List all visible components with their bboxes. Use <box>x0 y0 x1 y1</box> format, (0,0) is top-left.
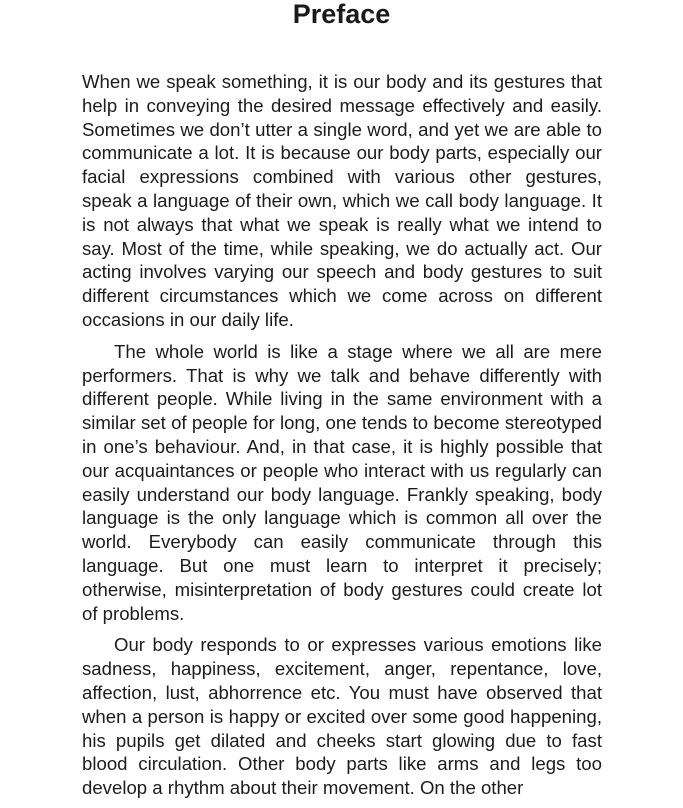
page-title: Preface <box>292 0 391 29</box>
paragraph-1: When we speak something, it is our body and its gestures that help in conveying the desired message effectively and easily. Sometimes we don’t utter a single word, and yet we are able to communicate a lot. It is because our body parts, especially our facial expressions combined with various other gestures, speak a language of their own, which we call body language. It is not always that what we speak is really what we intend to say. Most of the time, while speaking, we do actually act. Our acting involves varying our speech and body gestures to suit different circumstances which we come across on different occasions in our daily life. <box>82 71 602 330</box>
paragraph-2: The whole world is like a stage where we all are mere performers. That is why we talk and behave differently with different people. While living in the same environment with a similar set of people for long, one tends to become stereotyped in one’s behaviour. And, in that case, it is highly possible that our acquaintances or people who interact with us regularly can easily understand our body language. Frankly speaking, body language is the only language which is common all over the world. Everybody can easily communicate through this language. But one must learn to interpret it precisely; otherwise, misinterpretation of body gestures could create lot of problems. <box>82 340 602 624</box>
preface-body <box>82 70 602 808</box>
paragraph-3: Our body responds to or expresses various emotions like sadness, happiness, excitement, anger, repentance, love, affection, lust, abhorrence etc. You must have observed that when a person is happy or excited over some good happening, his pupils get dilated and cheeks start glowing due to fast blood circulation. Other body parts like arms and legs too develop a rhythm about their movement. On the other <box>82 634 602 799</box>
